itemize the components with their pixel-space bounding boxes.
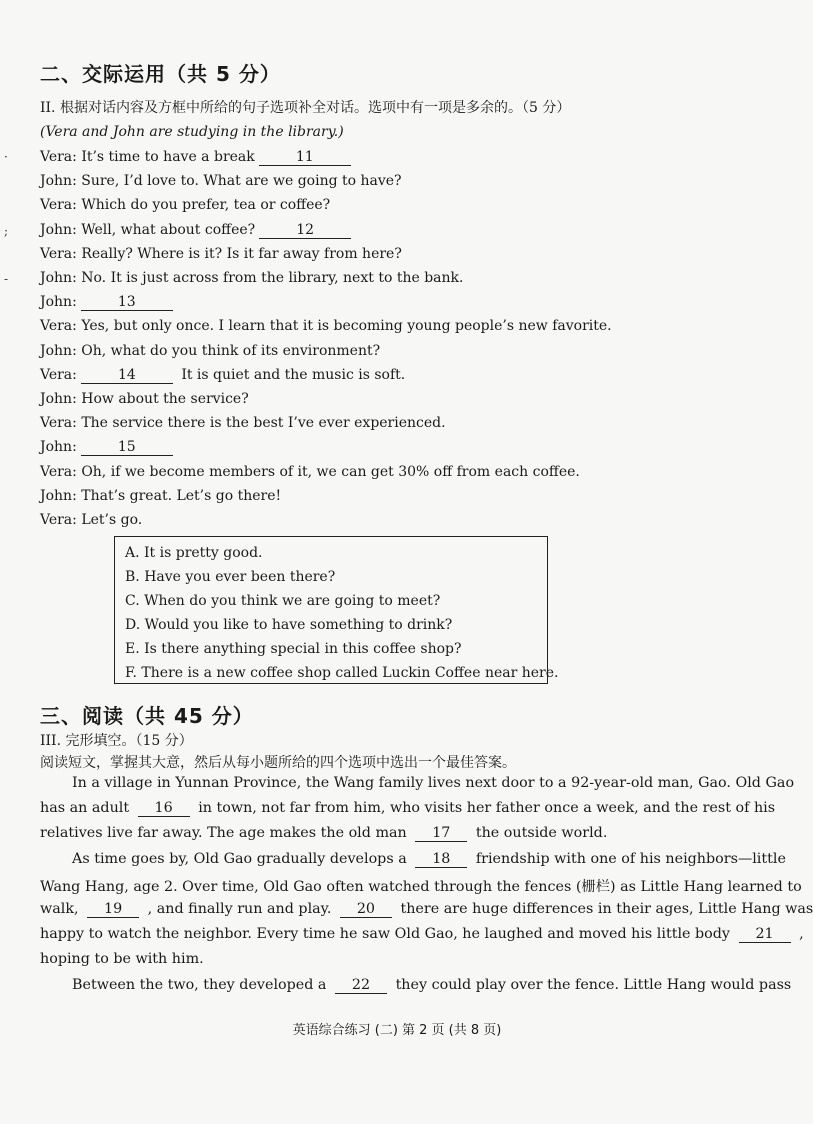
dialogue-text: John: Sure, I’d love to. What are we going to have? <box>40 173 402 190</box>
dialogue-context: (Vera and John are studying in the library.) <box>40 124 344 140</box>
dialogue-line <box>40 439 177 456</box>
dialogue-text: John: That’s great. Let’s go there! <box>40 487 282 504</box>
dialogue-line <box>40 488 281 504</box>
dialogue-line <box>40 149 355 166</box>
dialogue-line <box>40 294 177 311</box>
section-3-subtitle: III. 完形填空。（15 分） <box>40 733 193 749</box>
dialogue-line <box>40 197 330 213</box>
dialogue-line <box>40 391 249 407</box>
cloze-blank[interactable]: 22 <box>335 978 387 994</box>
dialogue-text: Vera: The service there is the best I’ve ever experienced. <box>40 415 446 432</box>
dialogue-text: It is quiet and the music is soft. <box>176 366 406 383</box>
dialogue-line <box>40 173 402 189</box>
passage-text: , and finally run and play. <box>147 901 332 917</box>
cloze-blank[interactable]: 18 <box>415 852 467 868</box>
dialogue-line <box>40 270 463 286</box>
passage-line <box>40 951 724 967</box>
dialogue-line <box>40 246 402 262</box>
answer-blank[interactable]: 13 <box>81 295 173 311</box>
option-f: F. There is a new coffee shop called Luckin Coffee near here. <box>125 665 559 681</box>
dialogue-line <box>40 343 380 359</box>
dialogue-text: Vera: Which do you prefer, tea or coffee? <box>40 197 331 214</box>
cloze-blank[interactable]: 19 <box>87 902 139 918</box>
passage-text: happy to watch the neighbor. Every time he saw Old Gao, he laughed and moved his little body <box>40 926 731 943</box>
dialogue-line <box>40 222 355 239</box>
answer-blank[interactable]: 15 <box>81 440 173 456</box>
passage-text: Wang Hang, age 2. Over time, Old Gao often watched through the fences (栅栏) as Little Hang learned to <box>40 878 802 895</box>
dialogue-text: Vera: Oh, if we become members of it, we can get 30% off from each coffee. <box>40 463 580 480</box>
passage-text: has an adult <box>40 800 130 817</box>
answer-blank[interactable]: 12 <box>259 223 351 239</box>
passage-text: the outside world. <box>475 825 608 842</box>
dialogue-text: John: Well, what about coffee? <box>40 221 256 238</box>
passage-line <box>40 926 804 943</box>
passage-line <box>72 976 792 994</box>
dialogue-text: John: <box>40 439 77 456</box>
passage-text: in town, not far from him, who visits her father once a week, and the rest of his <box>198 800 776 817</box>
margin-mark: - <box>4 272 9 286</box>
option-c: C. When do you think we are going to meet? <box>125 593 441 609</box>
dialogue-line <box>40 367 405 384</box>
answer-blank[interactable]: 14 <box>81 368 173 384</box>
passage-text: there are huge differences in their ages, Little Hang was <box>400 901 813 917</box>
dialogue-text: Vera: It’s time to have a break <box>40 149 255 165</box>
options-box <box>114 536 559 684</box>
option-e: E. Is there anything special in this coffee shop? <box>125 641 462 657</box>
passage-text: hoping to be with him. <box>40 951 204 968</box>
dialogue-line <box>40 464 580 480</box>
passage-text: As time goes by, Old Gao gradually develops a <box>72 850 407 867</box>
dialogue-line <box>40 318 612 334</box>
section-3-instruction: 阅读短文，掌握其大意，然后从每小题所给的四个选项中选出一个最佳答案。 <box>40 755 516 771</box>
dialogue-text: Vera: Really? Where is it? Is it far away from here? <box>40 245 402 262</box>
dialogue-text: Vera: Yes, but only once. I learn that it is becoming young people’s new favorite. <box>40 318 612 335</box>
dialogue-text: John: No. It is just across from the library, next to the bank. <box>40 270 464 286</box>
margin-mark: ; <box>4 224 9 238</box>
passage-text: walk, <box>40 901 79 917</box>
dialogue-text: Vera: Let’s go. <box>40 512 143 528</box>
margin-mark: · <box>4 150 8 164</box>
section-3-title: 三、阅读（共 45 分） <box>40 704 254 728</box>
section-2-instruction: II. 根据对话内容及方框中所给的句子选项补全对话。选项中有一项是多余的。（5 分） <box>40 100 571 116</box>
passage-text: , <box>799 926 804 943</box>
option-d: D. Would you like to have something to drink? <box>125 617 453 633</box>
passage-line <box>40 825 724 842</box>
option-a: A. It is pretty good. <box>125 545 263 561</box>
passage-line <box>40 800 776 817</box>
passage-text: friendship with one of his neighbors—little <box>475 850 786 867</box>
dialogue-line <box>40 415 446 431</box>
passage-text: relatives live far away. The age makes the old man <box>40 825 407 842</box>
cloze-blank[interactable]: 21 <box>739 927 791 943</box>
cloze-blank[interactable]: 20 <box>340 902 392 918</box>
passage-text: In a village in Yunnan Province, the Wang family lives next door to a 92-year-old man, Gao. Old Gao <box>72 775 795 791</box>
dialogue-line <box>40 512 142 528</box>
dialogue-text: John: How about the service? <box>40 391 249 407</box>
answer-blank[interactable]: 11 <box>259 150 351 166</box>
option-b: B. Have you ever been there? <box>125 569 336 585</box>
dialogue-text: John: <box>40 294 77 311</box>
passage-line <box>72 850 786 868</box>
cloze-blank[interactable]: 17 <box>415 826 467 842</box>
passage-line <box>40 876 802 896</box>
section-2-title: 二、交际运用（共 5 分） <box>40 62 281 86</box>
cloze-blank[interactable]: 16 <box>138 801 190 817</box>
passage-line <box>40 901 813 918</box>
passage-text: Between the two, they developed a <box>72 976 327 993</box>
passage-text: they could play over the fence. Little Hang would pass <box>395 976 792 993</box>
passage-line <box>72 775 795 791</box>
dialogue-text: Vera: <box>40 366 77 383</box>
page-footer: 英语综合练习 (二) 第 2 页 (共 8 页) <box>292 1023 502 1038</box>
dialogue-text: John: Oh, what do you think of its environment? <box>40 342 381 359</box>
